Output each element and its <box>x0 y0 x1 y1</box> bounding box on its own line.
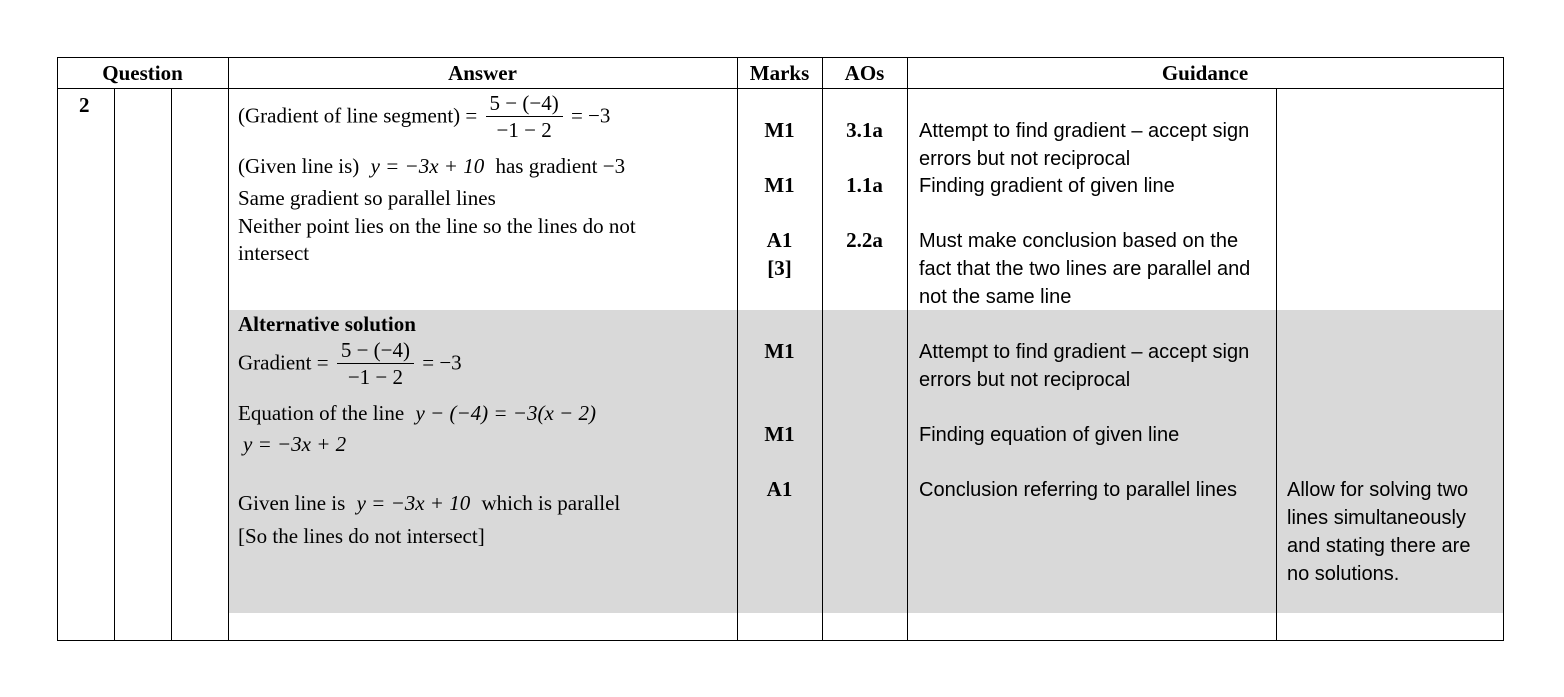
fraction-numerator: 5 − (−4) <box>486 91 563 117</box>
mark-m1-b: M1 <box>764 173 795 197</box>
alt-equation-label: Equation of the line <box>238 401 405 425</box>
header-aos: AOs <box>844 61 885 85</box>
alt-given-label: Given line is <box>238 491 346 515</box>
alt-gradient-result: = −3 <box>422 350 462 375</box>
mark-m1-a: M1 <box>764 118 795 142</box>
question-number: 2 <box>79 93 90 117</box>
mark-a1: A1 <box>766 228 793 252</box>
alt-gradient-fraction <box>337 338 414 391</box>
answer-line-given <box>238 153 625 180</box>
mark-total: [3] <box>767 256 792 280</box>
alt-fraction-numerator: 5 − (−4) <box>337 338 414 364</box>
ao-1-1a: 1.1a <box>846 173 883 197</box>
alt-guidance-conclusion: Conclusion referring to parallel lines <box>919 479 1237 501</box>
given-line-equation: y = −3x + 10 <box>370 154 485 178</box>
given-line-gradient: has gradient −3 <box>495 154 626 178</box>
col-border-guidance-extra <box>1276 88 1277 641</box>
guidance-gradient: Attempt to find gradient – accept sign errors but not reciprocal <box>919 120 1250 170</box>
gradient-result: = −3 <box>570 103 611 128</box>
alt-mark-m1-b: M1 <box>764 422 795 446</box>
alt-fraction-denominator: −1 − 2 <box>347 365 403 389</box>
ao-2-2a: 2.2a <box>846 228 883 252</box>
col-border-guidance <box>907 57 908 641</box>
fraction-denominator: −1 − 2 <box>496 118 552 142</box>
gradient-fraction <box>486 91 563 144</box>
header-answer: Answer <box>448 61 517 85</box>
col-border-aos <box>822 57 823 641</box>
ao-3-1a: 3.1a <box>846 118 883 142</box>
answer-line-gradient <box>238 91 610 144</box>
guidance-conclusion: Must make conclusion based on the fact that the two lines are parallel and not the same line <box>919 230 1251 308</box>
alt-guidance-extra: Allow for solving two lines simultaneously and stating there are no solutions. <box>1287 479 1471 585</box>
answer-line-neither: Neither point lies on the line so the lines do not <box>238 214 636 238</box>
header-bottom-border <box>57 88 1504 89</box>
col-border-q1 <box>114 88 115 641</box>
alt-gradient-line <box>238 338 462 391</box>
gradient-label: (Gradient of line segment) = <box>238 103 478 128</box>
alt-given-line <box>238 490 620 517</box>
answer-line-parallel: Same gradient so parallel lines <box>238 186 496 210</box>
alt-equation-line <box>238 400 596 427</box>
alt-guidance-equation: Finding equation of given line <box>919 424 1180 446</box>
alt-given-equation: y = −3x + 10 <box>356 491 471 515</box>
alt-equation: y − (−4) = −3(x − 2) <box>415 401 596 425</box>
answer-line-intersect: intersect <box>238 241 310 265</box>
alt-equation-simplified <box>243 431 346 458</box>
guidance-given-line: Finding gradient of given line <box>919 175 1175 197</box>
alt-mark-m1-a: M1 <box>764 339 795 363</box>
given-line-label: (Given line is) <box>238 154 360 178</box>
table-top-border <box>57 57 1504 58</box>
alternative-solution-title: Alternative solution <box>238 312 416 336</box>
header-guidance: Guidance <box>1161 61 1249 85</box>
header-question: Question <box>102 61 183 85</box>
col-border-answer <box>228 57 229 641</box>
col-border-left <box>57 57 58 641</box>
col-border-right <box>1503 57 1504 641</box>
alt-equation-simplified-text: y = −3x + 2 <box>243 432 347 456</box>
alt-given-suffix: which is parallel <box>481 491 621 515</box>
col-border-q2 <box>171 88 172 641</box>
alt-gradient-label: Gradient = <box>238 350 329 375</box>
alt-mark-a1: A1 <box>766 477 793 501</box>
table-bottom-border <box>57 640 1504 641</box>
header-marks: Marks <box>749 61 810 85</box>
alt-conclusion: [So the lines do not intersect] <box>238 524 485 548</box>
alt-guidance-gradient: Attempt to find gradient – accept sign errors but not reciprocal <box>919 341 1250 391</box>
